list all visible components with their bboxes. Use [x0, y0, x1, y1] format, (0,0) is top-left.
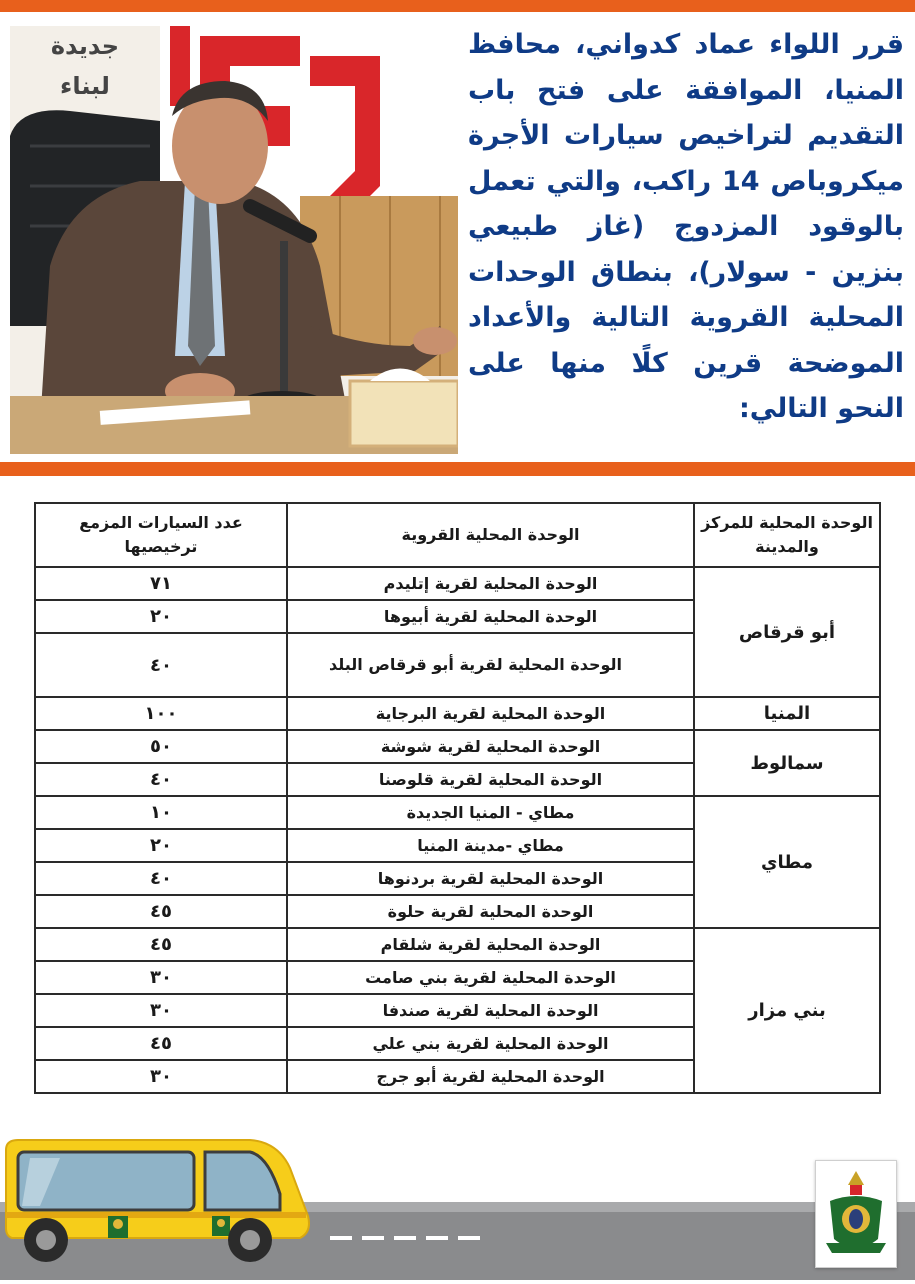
count-cell: ٣٠	[35, 994, 287, 1027]
unit-cell: الوحدة المحلية لقرية أبو قرقاص البلد	[287, 633, 694, 697]
table-row	[35, 796, 880, 829]
district-cell: مطاي	[694, 796, 880, 928]
unit-cell: الوحدة المحلية لقرية قلوصنا	[287, 763, 694, 796]
count-cell: ٤٥	[35, 1027, 287, 1060]
unit-cell: الوحدة المحلية لقرية بردنوها	[287, 862, 694, 895]
unit-cell: الوحدة المحلية لقرية بني علي	[287, 1027, 694, 1060]
governor-photo	[10, 26, 458, 454]
unit-cell: الوحدة المحلية لقرية حلوة	[287, 895, 694, 928]
unit-cell: الوحدة المحلية لقرية أبيوها	[287, 600, 694, 633]
minya-emblem-icon	[816, 1161, 896, 1267]
count-cell: ٤٥	[35, 895, 287, 928]
announcement-text: قرر اللواء عماد كدواني، محافظ المنيا، الموافقة على فتح باب التقديم لتراخيص سيارات الأجرة ميكروباص 14 راكب، والتي تعمل بالوقود المزدوج (غاز طبيعي بنزين - سولار)، بنطاق الوحدات المحلية القروية التالية والأعداد الموضحة قرين كلًا منها على النحو التالي:	[468, 29, 905, 424]
bus-emblem-icon	[108, 1216, 128, 1238]
count-cell: ١٠	[35, 796, 287, 829]
count-cell: ٤٠	[35, 763, 287, 796]
table-row	[35, 567, 880, 600]
table-row	[35, 730, 880, 763]
header-district: الوحدة المحلية للمركز والمدينة	[694, 503, 880, 567]
district-cell: سمالوط	[694, 730, 880, 796]
unit-cell: الوحدة المحلية لقرية صندفا	[287, 994, 694, 1027]
top-orange-stripe	[0, 0, 915, 12]
count-cell: ٣٠	[35, 1060, 287, 1093]
district-cell: بني مزار	[694, 928, 880, 1093]
header-count: عدد السيارات المزمع ترخيصيها	[35, 503, 287, 567]
licenses-table	[34, 502, 881, 1094]
footer-illustration	[0, 1128, 915, 1280]
banner-text-1: جديدة	[50, 32, 120, 60]
count-cell: ٤٥	[35, 928, 287, 961]
unit-cell: الوحدة المحلية لقرية البرجاية	[287, 697, 694, 730]
bus-door-emblem-icon	[212, 1216, 230, 1236]
unit-cell: الوحدة المحلية لقرية شوشة	[287, 730, 694, 763]
governorate-logo	[815, 1160, 897, 1268]
unit-cell: الوحدة المحلية لقرية إتليدم	[287, 567, 694, 600]
count-cell: ٣٠	[35, 961, 287, 994]
header-unit: الوحدة المحلية القروية	[287, 503, 694, 567]
count-cell: ٤٠	[35, 862, 287, 895]
count-cell: ٢٠	[35, 829, 287, 862]
unit-cell: مطاي - المنيا الجديدة	[287, 796, 694, 829]
district-cell: المنيا	[694, 697, 880, 730]
count-cell: ١٠٠	[35, 697, 287, 730]
middle-orange-stripe	[0, 462, 915, 476]
district-cell: أبو قرقاص	[694, 567, 880, 697]
unit-cell: الوحدة المحلية لقرية شلقام	[287, 928, 694, 961]
unit-cell: مطاي -مدينة المنيا	[287, 829, 694, 862]
table-row	[35, 697, 880, 730]
count-cell: ٢٠	[35, 600, 287, 633]
table-row	[35, 928, 880, 961]
governor-photo-illustration	[10, 26, 458, 454]
count-cell: ٥٠	[35, 730, 287, 763]
table-header-row	[35, 503, 880, 567]
count-cell: ٤٠	[35, 633, 287, 697]
count-cell: ٧١	[35, 567, 287, 600]
unit-cell: الوحدة المحلية لقرية أبو جرج	[287, 1060, 694, 1093]
microbus-road-illustration	[0, 1128, 915, 1280]
unit-cell: الوحدة المحلية لقرية بني صامت	[287, 961, 694, 994]
banner-text-2: لبناء	[60, 72, 110, 100]
